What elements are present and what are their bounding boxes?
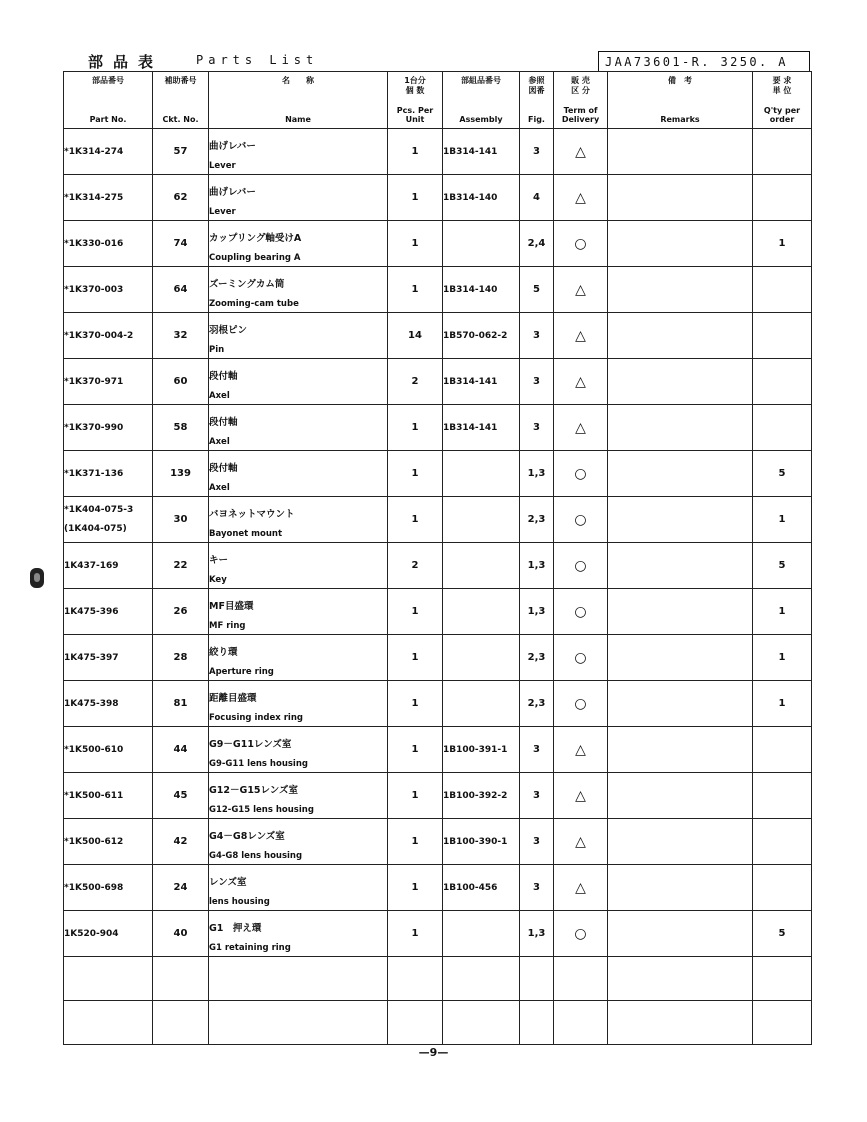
pcs-per-unit-cell: 1	[388, 221, 443, 267]
name-cell: バヨネットマウント Bayonet mount	[209, 497, 388, 543]
pcs-per-unit-cell: 1	[388, 497, 443, 543]
fig-cell: 3	[520, 405, 554, 451]
col-header-ckt-no: 補助番号 Ckt. No.	[153, 72, 209, 129]
pcs-per-unit-cell: 2	[388, 543, 443, 589]
pcs-per-unit-cell: 1	[388, 727, 443, 773]
assembly-cell: 1B100-391-1	[443, 727, 520, 773]
table-row	[64, 773, 812, 819]
pcs-per-unit-cell: 1	[388, 129, 443, 175]
ckt-number-cell: 57	[153, 129, 209, 175]
qty-per-order-cell: 5	[753, 543, 812, 589]
assembly-cell	[443, 221, 520, 267]
name-cell: 曲げレバー Lever	[209, 175, 388, 221]
table-row	[64, 359, 812, 405]
remarks-cell	[608, 497, 753, 543]
qty-per-order-cell	[753, 865, 812, 911]
fig-cell: 1,3	[520, 543, 554, 589]
qty-per-order-cell: 1	[753, 497, 812, 543]
name-cell: レンズ室 lens housing	[209, 865, 388, 911]
qty-per-order-cell	[753, 175, 812, 221]
ckt-number-cell: 40	[153, 911, 209, 957]
fig-cell: 3	[520, 727, 554, 773]
name-cell: G12－G15レンズ室 G12-G15 lens housing	[209, 773, 388, 819]
pcs-per-unit-cell: 2	[388, 359, 443, 405]
part-number-cell: 1K475-396	[64, 589, 153, 635]
table-row	[64, 313, 812, 359]
term-of-delivery-cell: ○	[554, 543, 608, 589]
name-cell: キー Key	[209, 543, 388, 589]
document-number: JAA73601-R. 3250. A	[598, 51, 810, 71]
term-of-delivery-cell: ○	[554, 635, 608, 681]
remarks-cell	[608, 727, 753, 773]
assembly-cell	[443, 497, 520, 543]
qty-per-order-cell	[753, 129, 812, 175]
pcs-per-unit-cell: 1	[388, 865, 443, 911]
part-number-cell: 1K520-904	[64, 911, 153, 957]
assembly-cell: 1B100-390-1	[443, 819, 520, 865]
pcs-per-unit-cell: 1	[388, 405, 443, 451]
part-number-cell: *1K370-990	[64, 405, 153, 451]
fig-cell: 3	[520, 359, 554, 405]
fig-cell: 3	[520, 129, 554, 175]
remarks-cell	[608, 267, 753, 313]
part-number-cell: *1K370-971	[64, 359, 153, 405]
remarks-cell	[608, 865, 753, 911]
qty-per-order-cell: 1	[753, 681, 812, 727]
qty-per-order-cell	[753, 819, 812, 865]
assembly-cell: 1B314-140	[443, 175, 520, 221]
pcs-per-unit-cell: 1	[388, 911, 443, 957]
name-cell: MF目盛環 MF ring	[209, 589, 388, 635]
pcs-per-unit-cell: 1	[388, 635, 443, 681]
assembly-cell: 1B314-141	[443, 129, 520, 175]
remarks-cell	[608, 773, 753, 819]
term-of-delivery-cell: △	[554, 175, 608, 221]
pcs-per-unit-cell: 14	[388, 313, 443, 359]
name-cell: 段付軸 Axel	[209, 405, 388, 451]
ckt-number-cell: 139	[153, 451, 209, 497]
part-number-cell: *1K500-612	[64, 819, 153, 865]
qty-per-order-cell: 1	[753, 221, 812, 267]
assembly-cell	[443, 589, 520, 635]
pcs-per-unit-cell: 1	[388, 175, 443, 221]
binding-hole-mark	[30, 568, 44, 588]
pcs-per-unit-cell: 1	[388, 819, 443, 865]
ckt-number-cell: 58	[153, 405, 209, 451]
part-number-cell: *1K370-003	[64, 267, 153, 313]
table-row	[64, 911, 812, 957]
table-row	[64, 543, 812, 589]
qty-per-order-cell	[753, 727, 812, 773]
page-number: —9—	[418, 1046, 449, 1059]
table-row	[64, 589, 812, 635]
col-header-name: 名 称 Name	[209, 72, 388, 129]
pcs-per-unit-cell: 1	[388, 451, 443, 497]
ckt-number-cell: 32	[153, 313, 209, 359]
remarks-cell	[608, 911, 753, 957]
ckt-number-cell: 62	[153, 175, 209, 221]
table-row	[64, 635, 812, 681]
remarks-cell	[608, 451, 753, 497]
title-english: Parts List	[196, 53, 319, 67]
term-of-delivery-cell: △	[554, 727, 608, 773]
term-of-delivery-cell: ○	[554, 911, 608, 957]
part-number-cell: *1K500-698	[64, 865, 153, 911]
pcs-per-unit-cell: 1	[388, 589, 443, 635]
remarks-cell	[608, 589, 753, 635]
part-number-cell: *1K370-004-2	[64, 313, 153, 359]
assembly-cell: 1B570-062-2	[443, 313, 520, 359]
col-header-qty-per-order: 要 求 単 位 Q'ty per order	[753, 72, 812, 129]
name-cell: カップリング軸受けA Coupling bearing A	[209, 221, 388, 267]
part-number-cell: *1K314-275	[64, 175, 153, 221]
pcs-per-unit-cell: 1	[388, 773, 443, 819]
name-cell: G9－G11レンズ室 G9-G11 lens housing	[209, 727, 388, 773]
qty-per-order-cell	[753, 405, 812, 451]
term-of-delivery-cell: △	[554, 819, 608, 865]
fig-cell: 2,3	[520, 681, 554, 727]
remarks-cell	[608, 221, 753, 267]
qty-per-order-cell	[753, 773, 812, 819]
part-number-cell: *1K500-611	[64, 773, 153, 819]
table-row	[64, 175, 812, 221]
remarks-cell	[608, 635, 753, 681]
table-row	[64, 129, 812, 175]
term-of-delivery-cell: △	[554, 129, 608, 175]
term-of-delivery-cell: △	[554, 267, 608, 313]
name-cell: 絞り環 Aperture ring	[209, 635, 388, 681]
title-japanese: 部品表	[88, 53, 164, 71]
ckt-number-cell: 26	[153, 589, 209, 635]
table-row	[64, 221, 812, 267]
table-row	[64, 267, 812, 313]
qty-per-order-cell	[753, 267, 812, 313]
col-header-remarks: 備 考 Remarks	[608, 72, 753, 129]
ckt-number-cell: 22	[153, 543, 209, 589]
empty-table-row	[64, 957, 812, 1001]
remarks-cell	[608, 405, 753, 451]
assembly-cell	[443, 911, 520, 957]
qty-per-order-cell: 1	[753, 589, 812, 635]
pcs-per-unit-cell: 1	[388, 267, 443, 313]
part-number-cell: *1K314-274	[64, 129, 153, 175]
table-row	[64, 681, 812, 727]
col-header-part-no: 部品番号 Part No.	[64, 72, 153, 129]
remarks-cell	[608, 543, 753, 589]
ckt-number-cell: 74	[153, 221, 209, 267]
ckt-number-cell: 30	[153, 497, 209, 543]
assembly-cell: 1B314-141	[443, 359, 520, 405]
fig-cell: 3	[520, 313, 554, 359]
term-of-delivery-cell: △	[554, 359, 608, 405]
fig-cell: 4	[520, 175, 554, 221]
assembly-cell	[443, 681, 520, 727]
remarks-cell	[608, 175, 753, 221]
term-of-delivery-cell: ○	[554, 681, 608, 727]
assembly-cell: 1B100-392-2	[443, 773, 520, 819]
header-row	[64, 72, 812, 129]
term-of-delivery-cell: ○	[554, 451, 608, 497]
qty-per-order-cell	[753, 313, 812, 359]
assembly-cell: 1B314-140	[443, 267, 520, 313]
fig-cell: 1,3	[520, 451, 554, 497]
col-header-pcs-per-unit: 1台分 個 数 Pcs. Per Unit	[388, 72, 443, 129]
term-of-delivery-cell: ○	[554, 221, 608, 267]
remarks-cell	[608, 359, 753, 405]
part-number-cell: *1K371-136	[64, 451, 153, 497]
term-of-delivery-cell: ○	[554, 589, 608, 635]
assembly-cell	[443, 635, 520, 681]
assembly-cell	[443, 543, 520, 589]
fig-cell: 2,3	[520, 635, 554, 681]
ckt-number-cell: 45	[153, 773, 209, 819]
remarks-cell	[608, 129, 753, 175]
pcs-per-unit-cell: 1	[388, 681, 443, 727]
term-of-delivery-cell: △	[554, 865, 608, 911]
term-of-delivery-cell: △	[554, 313, 608, 359]
fig-cell: 1,3	[520, 911, 554, 957]
fig-cell: 2,4	[520, 221, 554, 267]
name-cell: G4－G8レンズ室 G4-G8 lens housing	[209, 819, 388, 865]
assembly-cell: 1B100-456	[443, 865, 520, 911]
part-number-cell: 1K475-398	[64, 681, 153, 727]
fig-cell: 3	[520, 819, 554, 865]
name-cell: 段付軸 Axel	[209, 451, 388, 497]
name-cell: 距離目盛環 Focusing index ring	[209, 681, 388, 727]
qty-per-order-cell	[753, 359, 812, 405]
empty-table-row	[64, 1001, 812, 1045]
term-of-delivery-cell: ○	[554, 497, 608, 543]
part-number-cell: 1K475-397	[64, 635, 153, 681]
parts-list-table	[63, 71, 812, 1045]
part-number-cell: *1K330-016	[64, 221, 153, 267]
ckt-number-cell: 42	[153, 819, 209, 865]
table-row	[64, 497, 812, 543]
table-row	[64, 865, 812, 911]
col-header-term-of-delivery: 販 売 区 分 Term of Delivery	[554, 72, 608, 129]
term-of-delivery-cell: △	[554, 773, 608, 819]
ckt-number-cell: 64	[153, 267, 209, 313]
name-cell: 段付軸 Axel	[209, 359, 388, 405]
table-row	[64, 727, 812, 773]
name-cell: 曲げレバー Lever	[209, 129, 388, 175]
name-cell: 羽根ピン Pin	[209, 313, 388, 359]
fig-cell: 1,3	[520, 589, 554, 635]
table-row	[64, 451, 812, 497]
ckt-number-cell: 60	[153, 359, 209, 405]
qty-per-order-cell: 5	[753, 911, 812, 957]
ckt-number-cell: 81	[153, 681, 209, 727]
qty-per-order-cell: 5	[753, 451, 812, 497]
part-number-cell: *1K500-610	[64, 727, 153, 773]
table-row	[64, 819, 812, 865]
remarks-cell	[608, 819, 753, 865]
term-of-delivery-cell: △	[554, 405, 608, 451]
remarks-cell	[608, 681, 753, 727]
ckt-number-cell: 28	[153, 635, 209, 681]
part-number-cell: *1K404-075-3 (1K404-075)	[64, 497, 153, 543]
part-number-cell: 1K437-169	[64, 543, 153, 589]
name-cell: G1 押え環 G1 retaining ring	[209, 911, 388, 957]
table-row	[64, 405, 812, 451]
ckt-number-cell: 44	[153, 727, 209, 773]
fig-cell: 5	[520, 267, 554, 313]
fig-cell: 3	[520, 865, 554, 911]
fig-cell: 3	[520, 773, 554, 819]
assembly-cell: 1B314-141	[443, 405, 520, 451]
fig-cell: 2,3	[520, 497, 554, 543]
name-cell: ズーミングカム筒 Zooming-cam tube	[209, 267, 388, 313]
ckt-number-cell: 24	[153, 865, 209, 911]
qty-per-order-cell: 1	[753, 635, 812, 681]
assembly-cell	[443, 451, 520, 497]
col-header-fig: 参照 図番 Fig.	[520, 72, 554, 129]
col-header-assembly: 部組品番号 Assembly	[443, 72, 520, 129]
remarks-cell	[608, 313, 753, 359]
